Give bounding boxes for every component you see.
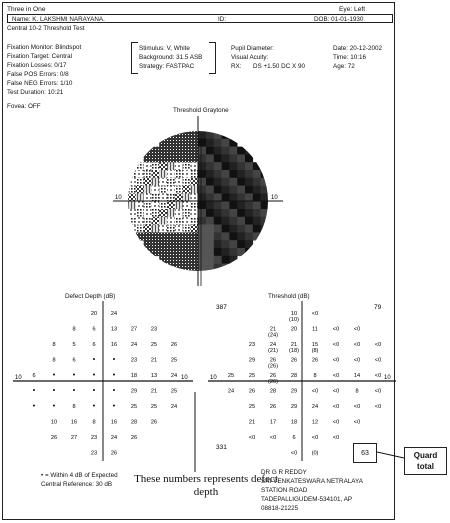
- threshold-value: 10: [290, 311, 298, 317]
- test-time: Time: 10:16: [333, 54, 367, 61]
- threshold-value: <0: [248, 435, 256, 441]
- central-reference: Central Reference: 30 dB: [41, 481, 113, 488]
- defect-value: 23: [130, 357, 138, 364]
- defect-value: 6: [32, 373, 36, 379]
- defect-value: 8: [92, 419, 96, 426]
- defect-value: 16: [110, 419, 118, 426]
- threshold-corner-bl: 331: [216, 444, 227, 451]
- defect-value: •: [72, 387, 76, 395]
- threshold-value: <0: [374, 373, 382, 379]
- defect-value: 8: [52, 357, 56, 364]
- threshold-value: 24: [269, 342, 277, 348]
- defect-value: 24: [170, 373, 178, 379]
- threshold-value: 25: [227, 373, 235, 379]
- defect-value: •: [32, 387, 36, 395]
- doctor-line-1: DR G R REDDY: [261, 469, 307, 476]
- threshold-value: (10): [289, 317, 299, 323]
- threshold-value: 24: [311, 404, 319, 410]
- defect-value: •: [112, 387, 116, 395]
- defect-value: 25: [150, 342, 158, 348]
- fixation-target: Fixation Target: Central: [7, 53, 72, 60]
- defect-value: 23: [150, 326, 158, 333]
- defect-value: 21: [150, 388, 158, 395]
- stimulus: Stimulus: V, White: [139, 45, 190, 52]
- defect-value: 8: [52, 342, 56, 348]
- patient-name: Name: K. LAKSHMI NARAYANA.: [12, 16, 105, 23]
- defect-value: •: [92, 356, 96, 364]
- defect-value: •: [112, 372, 116, 379]
- defect-value: 24: [170, 404, 178, 410]
- defect-value: 25: [150, 404, 158, 410]
- threshold-value: 18: [290, 419, 298, 426]
- defect-value: 5: [72, 342, 76, 348]
- threshold-value: <0: [353, 357, 361, 364]
- defect-value: 21: [150, 357, 158, 364]
- threshold-value: 26: [311, 357, 319, 364]
- eye-label: Eye: Left: [339, 6, 366, 13]
- threshold-value: <0: [290, 450, 298, 457]
- pupil-diameter: Pupil Diameter:: [231, 45, 275, 52]
- threshold-value: <0: [269, 435, 277, 441]
- threshold-value: 8: [313, 373, 317, 379]
- defect-depth-caption: These numbers represents defect depth: [134, 473, 278, 498]
- defect-value: 27: [70, 435, 78, 441]
- threshold-value: <0: [374, 357, 382, 364]
- defect-value: 26: [130, 435, 138, 441]
- threshold-value: <0: [374, 388, 382, 395]
- defect-value: 16: [70, 419, 78, 426]
- threshold-value: <0: [332, 419, 340, 426]
- defect-value: 23: [90, 450, 98, 457]
- threshold-value: <0: [332, 373, 340, 379]
- defect-value: 10: [50, 419, 58, 426]
- threshold-corner-tr: 79: [374, 304, 382, 311]
- defect-value: 26: [50, 435, 58, 441]
- threshold-value: <0: [311, 388, 319, 395]
- threshold-corner-tl: 387: [216, 304, 227, 311]
- test-duration: Test Duration: 10:21: [7, 89, 64, 96]
- threshold-value: (26): [268, 363, 278, 370]
- threshold-value: (0): [311, 450, 319, 457]
- threshold-value: <0: [374, 404, 382, 410]
- threshold-value: 28: [290, 373, 298, 379]
- false-pos-errors: False POS Errors: 0/8: [7, 71, 69, 78]
- defect-value: 26: [150, 419, 158, 426]
- threshold-value: 11: [312, 326, 318, 333]
- doctor-line-4: TADEPALLIGUDEM-534101, AP: [261, 496, 353, 503]
- threshold-value: (21): [268, 348, 278, 354]
- threshold-value: 26: [290, 357, 298, 364]
- defect-value: 25: [130, 404, 138, 410]
- defect-axis-left: 10: [15, 375, 22, 381]
- threshold-value: 24: [227, 388, 235, 395]
- defect-value: 13: [150, 373, 158, 379]
- threshold-value: 21: [248, 419, 256, 426]
- defect-value: •: [92, 372, 96, 379]
- defect-value: 16: [110, 342, 118, 348]
- threshold-value: <0: [332, 404, 340, 410]
- patient-id: ID:: [218, 16, 227, 23]
- defect-value: 23: [90, 435, 98, 441]
- threshold-value: 6: [292, 435, 296, 441]
- defect-value: 13: [110, 326, 118, 333]
- defect-value: 24: [110, 311, 118, 317]
- defect-depth-title: Defect Depth (dB): [65, 293, 116, 300]
- defect-value: 20: [90, 311, 98, 317]
- defect-value: 6: [72, 357, 76, 364]
- defect-value: •: [52, 387, 56, 395]
- threshold-value: <0: [332, 357, 340, 364]
- defect-value: 6: [92, 326, 96, 333]
- threshold-value: 25: [248, 404, 256, 410]
- threshold-value: 15: [311, 342, 319, 348]
- threshold-value: <0: [332, 342, 340, 348]
- defect-value: 25: [170, 388, 178, 395]
- defect-value: 26: [170, 342, 178, 348]
- threshold-value: <0: [353, 326, 361, 333]
- threshold-value: 12: [311, 419, 319, 426]
- quard-total-label: Quard total: [404, 447, 447, 475]
- threshold-axis-right: 10: [384, 375, 391, 381]
- threshold-value: <0: [353, 404, 361, 410]
- report-title: Three in One: [7, 6, 46, 13]
- threshold-value: <0: [332, 388, 340, 395]
- defect-value: 28: [130, 419, 138, 426]
- threshold-value: 26: [269, 357, 277, 364]
- defect-value: 6: [92, 342, 96, 348]
- defect-value: 24: [130, 342, 138, 348]
- threshold-value: 26: [248, 388, 256, 395]
- threshold-value: 17: [269, 419, 277, 426]
- legend-text: • = Within 4 dB of Expected: [41, 472, 118, 479]
- threshold-value: 21: [269, 326, 277, 333]
- defect-value: 26: [110, 450, 118, 457]
- threshold-value: <0: [353, 342, 361, 348]
- false-neg-errors: False NEG Errors: 1/10: [7, 80, 73, 87]
- defect-value: •: [52, 372, 56, 379]
- threshold-value: <0: [353, 419, 361, 426]
- strategy: Strategy: FASTPAC: [139, 63, 195, 70]
- defect-value: •: [72, 372, 76, 379]
- doctor-line-3: STATION ROAD: [261, 487, 308, 494]
- defect-value: 8: [72, 326, 76, 333]
- visual-acuity: Visual Acuity:: [231, 54, 269, 61]
- quard-pointer-line: [377, 452, 404, 458]
- fixation-monitor: Fixation Monitor: Blindspot: [7, 44, 82, 51]
- threshold-value: 29: [290, 388, 298, 395]
- threshold-value: 20: [290, 326, 298, 333]
- threshold-value: 29: [248, 357, 256, 364]
- defect-axis-right: 10: [181, 375, 188, 381]
- threshold-value: <0: [332, 435, 340, 441]
- graytone-title: Threshold Graytone: [173, 107, 229, 114]
- rx-label: RX:: [231, 63, 242, 70]
- threshold-value: 8: [355, 388, 359, 395]
- threshold-value: 29: [290, 404, 298, 410]
- fovea-status: Fovea: OFF: [7, 103, 41, 110]
- patient-age: Age: 72: [333, 63, 355, 70]
- defect-value: 24: [110, 435, 118, 441]
- threshold-value: 23: [248, 342, 256, 348]
- defect-value: •: [52, 403, 56, 410]
- threshold-value: (18): [289, 348, 299, 354]
- threshold-value: <0: [332, 326, 340, 333]
- defect-value: •: [112, 403, 116, 410]
- fixation-losses: Fixation Losses: 0/17: [7, 62, 67, 69]
- doctor-line-2: SRI VENKATESWARA NETRALAYA: [261, 478, 363, 485]
- defect-value: 18: [130, 373, 138, 379]
- threshold-value: <0: [374, 342, 382, 348]
- test-date: Date: 20-12-2002: [333, 45, 383, 52]
- threshold-value: 25: [248, 373, 256, 379]
- threshold-value: 28: [269, 388, 277, 395]
- rx-value: DS +1.50 DC X 90: [253, 63, 305, 70]
- threshold-axis-left: 10: [210, 375, 217, 381]
- defect-value: •: [32, 403, 36, 410]
- graytone-axis-right: 10: [271, 195, 278, 201]
- threshold-value: 26: [269, 373, 277, 379]
- threshold-value: (24): [268, 332, 278, 339]
- threshold-title: Threshold (dB): [268, 293, 310, 300]
- defect-value: 27: [130, 326, 138, 333]
- defect-value: 8: [72, 404, 76, 410]
- test-name: Central 10-2 Threshold Test: [7, 25, 85, 32]
- threshold-value: (8): [311, 348, 319, 354]
- defect-value: 25: [170, 357, 178, 364]
- defect-value: •: [92, 403, 96, 410]
- threshold-value: 26: [269, 404, 277, 410]
- threshold-value: 14: [353, 373, 361, 379]
- background: Background: 31.5 ASB: [139, 54, 203, 61]
- defect-value: •: [112, 356, 116, 364]
- defect-value: •: [92, 387, 96, 395]
- threshold-value: (26): [268, 379, 278, 385]
- threshold-value: <0: [311, 311, 319, 317]
- patient-dob: DOB: 01-01-1930: [314, 16, 364, 23]
- graytone-axis-left: 10: [115, 195, 122, 201]
- defect-value: 29: [130, 388, 138, 395]
- doctor-line-5: 08818-21225: [261, 505, 299, 512]
- quadrant-total-value: 63: [353, 443, 377, 463]
- threshold-value: 21: [290, 342, 298, 348]
- threshold-value: <0: [311, 435, 319, 441]
